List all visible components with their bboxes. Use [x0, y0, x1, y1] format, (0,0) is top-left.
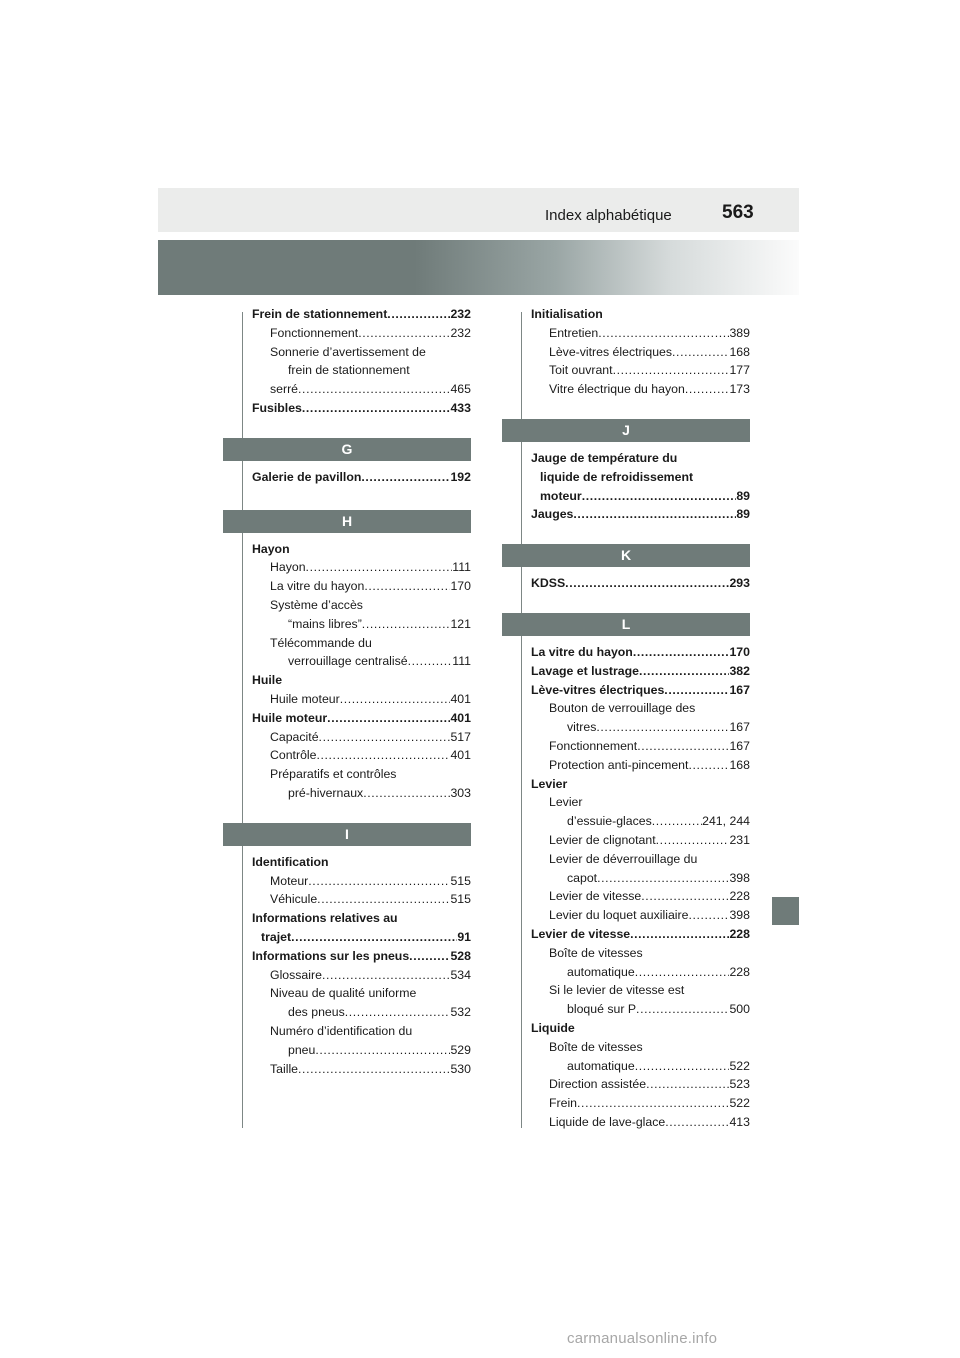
section-header-k: K: [502, 544, 750, 567]
index-subentry: Levier de déverrouillage du: [549, 851, 698, 866]
index-subentry-continued: automatique ..... 228: [531, 963, 750, 982]
index-subentry: Vitre électrique du hayon ..... 173: [531, 380, 750, 399]
index-entry: Lavage et lustrage ..... 382: [531, 662, 750, 681]
index-subentry: Glossaire ..... 534: [252, 966, 471, 985]
index-subentry: Levier de clignotant ..... 231: [531, 831, 750, 850]
index-subentry: Levier de vitesse ..... 228: [531, 887, 750, 906]
index-subentry: Direction assistée ..... 523: [531, 1075, 750, 1094]
index-entry: Jauge de température du: [531, 450, 678, 465]
index-subentry: Moteur ..... 515: [252, 872, 471, 891]
index-subentry: Entretien ..... 389: [531, 324, 750, 343]
index-entry: Galerie de pavillon ..... 192: [252, 468, 471, 487]
index-subentry: Capacité ..... 517: [252, 728, 471, 747]
index-subentry: Lève-vitres électriques ..... 168: [531, 343, 750, 362]
index-subentry: Boîte de vitesses: [549, 945, 643, 960]
index-entry: Identification: [252, 854, 329, 869]
index-subentry-continued: des pneus ..... 532: [252, 1003, 471, 1022]
index-subentry: Hayon ..... 111: [252, 558, 471, 577]
section-header-h: H: [223, 510, 471, 533]
index-entry: Hayon: [252, 541, 290, 556]
decorative-gradient-bar: [158, 240, 799, 295]
index-subentry: Protection anti-pincement ..... 168: [531, 756, 750, 775]
index-subentry: Contrôle ..... 401: [252, 746, 471, 765]
index-subentry: Fonctionnement ..... 167: [531, 737, 750, 756]
index-subentry-continued: pneu ..... 529: [252, 1041, 471, 1060]
index-entry: Informations sur les pneus ..... 528: [252, 947, 471, 966]
section-header-g: G: [223, 438, 471, 461]
index-subentry-continued: bloqué sur P ..... 500: [531, 1000, 750, 1019]
index-subentry: Véhicule ..... 515: [252, 890, 471, 909]
index-subentry: Boîte de vitesses: [549, 1039, 643, 1054]
chapter-thumb-tab: [772, 897, 799, 925]
index-entry: Huile moteur ..... 401: [252, 709, 471, 728]
section-header-i: I: [223, 823, 471, 846]
index-subentry-continued: vitres ..... 167: [531, 718, 750, 737]
index-subentry: Niveau de qualité uniforme: [270, 986, 417, 1001]
index-subentry-continued: capot ..... 398: [531, 869, 750, 888]
index-entry: Frein de stationnement ..... 232: [252, 305, 471, 324]
index-subentry: Bouton de verrouillage des: [549, 701, 696, 716]
index-subentry: Si le levier de vitesse est: [549, 983, 685, 998]
index-entry: Fusibles ..... 433: [252, 399, 471, 418]
index-subentry-continued: verrouillage centralisé ..... 111: [252, 652, 471, 671]
index-entry-continued: liquide de refroidissement: [540, 469, 694, 484]
index-subentry: Liquide de lave-glace ..... 413: [531, 1113, 750, 1132]
column-rule-left: [242, 312, 243, 1128]
index-entry: KDSS ..... 293: [531, 574, 750, 593]
index-subentry: Système d’accès: [270, 597, 363, 612]
page-number: 563: [722, 202, 754, 223]
header-bar: [158, 188, 799, 232]
index-subentry: Fonctionnement ..... 232: [252, 324, 471, 343]
watermark-link[interactable]: carmanualsonline.info: [567, 1330, 718, 1347]
index-subentry: Numéro d’identification du: [270, 1023, 413, 1038]
index-entry-continued: trajet ..... 91: [252, 928, 471, 947]
index-entry: Huile: [252, 673, 283, 688]
index-subentry: Sonnerie d’avertissement de: [270, 344, 426, 359]
index-subentry-continued: frein de stationnement: [288, 363, 410, 378]
index-subentry: Huile moteur ..... 401: [252, 690, 471, 709]
index-entry: Informations relatives au: [252, 911, 398, 926]
index-subentry-continued: d’essuie-glaces ..... 241, 244: [531, 812, 750, 831]
index-subentry-continued: “mains libres” ..... 121: [252, 615, 471, 634]
index-subentry: Levier: [549, 795, 583, 810]
section-header-l: L: [502, 613, 750, 636]
index-entry: Lève-vitres électriques ..... 167: [531, 681, 750, 700]
running-header-title: Index alphabétique: [545, 207, 672, 224]
index-subentry-continued: automatique ..... 522: [531, 1057, 750, 1076]
index-entry: Jauges ..... 89: [531, 505, 750, 524]
index-column-left: [252, 305, 471, 1078]
section-header-j: J: [502, 419, 750, 442]
index-subentry: Taille ..... 530: [252, 1060, 471, 1079]
index-entry: Levier: [531, 776, 568, 791]
index-subentry: Levier du loquet auxiliaire ..... 398: [531, 906, 750, 925]
index-subentry: serré ..... 465: [252, 380, 471, 399]
index-subentry: Toit ouvrant ..... 177: [531, 361, 750, 380]
index-entry: Liquide: [531, 1020, 575, 1035]
index-subentry: Frein ..... 522: [531, 1094, 750, 1113]
index-entry: La vitre du hayon ..... 170: [531, 643, 750, 662]
index-entry: Levier de vitesse ..... 228: [531, 925, 750, 944]
index-subentry: Télécommande du: [270, 635, 372, 650]
index-subentry: La vitre du hayon ..... 170: [252, 577, 471, 596]
index-column-right: [531, 305, 750, 1132]
index-entry-continued: moteur ..... 89: [531, 487, 750, 506]
index-entry: Initialisation: [531, 307, 603, 321]
index-subentry-continued: pré-hivernaux ..... 303: [252, 784, 471, 803]
index-subentry: Préparatifs et contrôles: [270, 767, 397, 782]
